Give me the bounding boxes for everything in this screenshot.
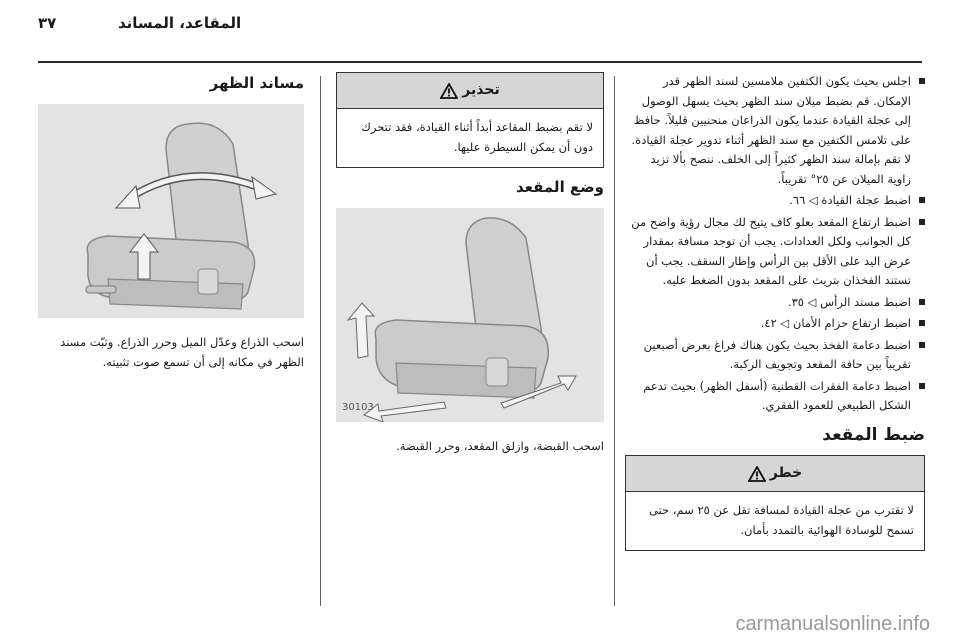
seat-position-illustration xyxy=(336,208,604,422)
section-title-seat-adjustment: ضبط المقعد xyxy=(822,424,925,445)
left-column xyxy=(38,72,304,372)
list-item: اجلس بحيث يكون الكتفين ملامسين لسند الظهر قدر الإمكان. قم بضبط ميلان سند الظهر بحيث يسهل الوصول إلى عجلة القيادة عندما يكون الذراعان منحنيين قليلاً. حافظ على تلامس الكتفين مع سند الظهر أثناء تدوير عجلة القيادة. لا تقم بإمالة سند الظهر كثيراً إلى الخلف. ننصح بألا تزيد زاوية الميلان عن ٢٥° تقريباً. xyxy=(625,72,925,189)
warning-triangle-icon xyxy=(440,83,458,99)
section-title-seat-position: وضع المقعد xyxy=(515,178,604,196)
list-item: اضبط دعامة الفقرات القطنية (أسفل الظهر) بحيث تدعم الشكل الطبيعي للعمود الفقري. xyxy=(625,377,925,416)
danger-heading: خطر xyxy=(769,464,803,481)
warning-triangle-icon xyxy=(748,466,766,482)
list-item: اضبط ارتفاع حزام الأمان ◁ ٤٢. xyxy=(625,314,925,334)
danger-box-text: لا تقترب من عجلة القيادة لمسافة تقل عن ٢٥ سم، حتى تسمح للوسادة الهوائية بالتمدد بأمان. xyxy=(648,503,914,537)
warning-box-text: لا تقم بضبط المقاعد أبداً أثناء القيادة، فقد تتحرك دون أن يمكن السيطرة عليها. xyxy=(361,120,593,154)
column-divider xyxy=(614,76,615,606)
figure-code: 30103 xyxy=(342,402,374,413)
page-number: ٣٧ xyxy=(38,14,57,32)
figure-caption: اسحب الذراع وعدّل الميل وحرر الذراع. وثبّت مسند الظهر في مكانه إلى أن تسمع صوت تثبيته. xyxy=(60,334,304,369)
adjustment-list xyxy=(625,72,925,416)
backrest-drawing xyxy=(38,104,304,318)
list-item: اضبط مسند الرأس ◁ ٣٥. xyxy=(625,293,925,313)
list-item: اضبط ارتفاع المقعد بعلو كاف يتيح لك مجال رؤية واضح من كل الجوانب ولكل العدادات. يجب أن توجد مسافة بمقدار عرض اليد على الأقل بين الرأس وإطار السقف. يجب أن تستند الفخذان بتريث على المقعد بدون الضغط عليه. xyxy=(625,213,925,291)
danger-box xyxy=(625,455,925,551)
right-column xyxy=(625,72,925,551)
warning-box xyxy=(336,72,604,168)
backrest-illustration xyxy=(38,104,304,318)
section-title-seat-backrests: مساند الظهر xyxy=(209,74,304,92)
figure-caption: اسحب القبضة، وازلق المقعد، وحرر القبضة. xyxy=(396,438,604,453)
column-divider xyxy=(320,76,321,606)
seat-slide-drawing xyxy=(336,208,604,422)
header-rule xyxy=(38,61,922,63)
warning-heading: تحذير xyxy=(462,81,500,98)
chapter-title: المقاعد، المساند xyxy=(118,14,242,32)
warning-box-header xyxy=(337,73,603,109)
list-item: اضبط عجلة القيادة ◁ ٦٦. xyxy=(625,191,925,211)
list-item: اضبط دعامة الفخذ بحيث يكون هناك فراغ بعرض أصبعين تقريباً بين حافة المقعد وتجويف الركبة. xyxy=(625,336,925,375)
middle-column xyxy=(336,72,604,456)
danger-box-header xyxy=(626,456,924,492)
page-header xyxy=(0,0,960,58)
watermark: carmanualsonline.info xyxy=(735,613,930,635)
